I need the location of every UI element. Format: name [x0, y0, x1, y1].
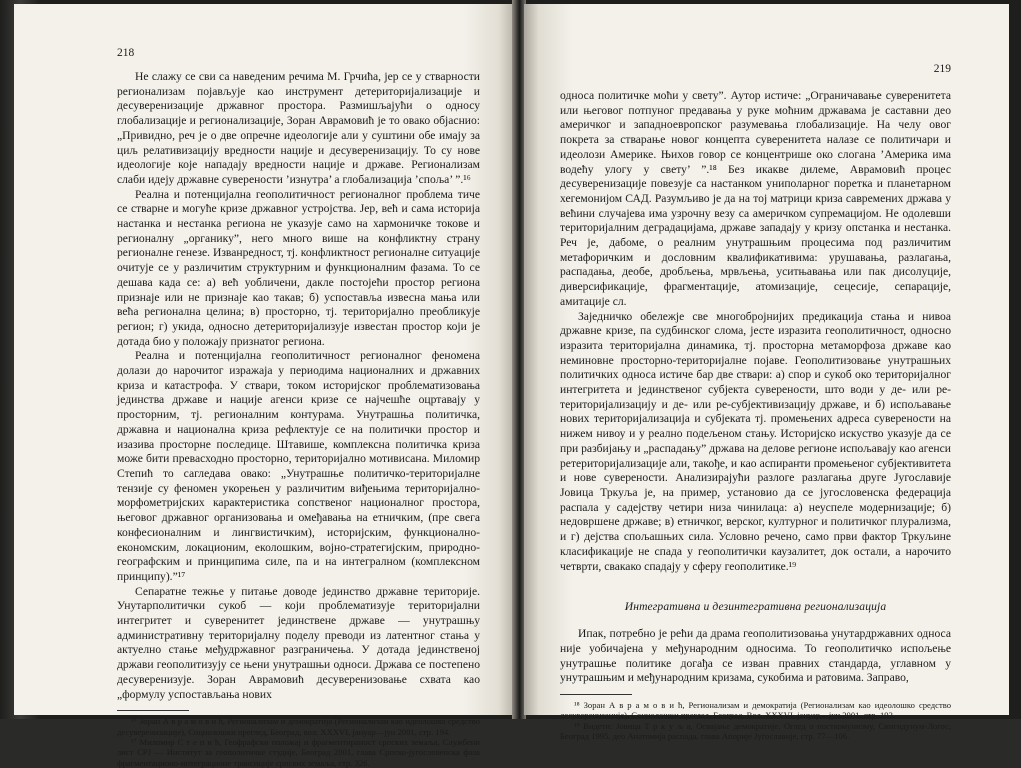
paragraph: Не слажу се сви са наведеним речима М. Грчића, јер се у стварности регионализам појављује као инструмент детериторијализације и десуверенизације државног простора. Размишљајући о односу глобализације и регионализације, Зоран Аврамовић је то овако објаснио: „Привидно, реч је о две опречне идеологије али у суштини обе имају за циљ релативизацију вредности нације и десуверенизацију. То су нове идеологије које нападају вредности нације и државе. Регионализам слаби идеју државне суверености ’изнутра’ а глобализација ’споља’ ”.¹⁶: [117, 70, 480, 186]
footnote: ¹⁶ Зоран А в р а м о в и ћ, Регионализам и демократија (Регионализам као идеолошко средство десуверенизације), Социолошки преглед, Београд, вол. XXXVI, јануар—јун 2001, стр. 194.: [117, 716, 480, 737]
paragraph: Реална и потенцијална геополитичност регионалног проблема тиче се стварне и могуће кризе државног устројства. Јер, већ и сама историја настанка и нестанка региона не указује само на хармоничке токове и регионалну „органику”, него много више на конфликтну страну регионалне генезе. Изванредност, тј. конфликтност регионалне ситуације очитује се у различитим структурним и функционалним фазама. То се дешава када се: а) већ уобличени, дакле постојећи простор региона признаје или не признаје као такав; б) успоставља извесна мања или већа регионална целина; в) просторно, тј. територијално преобликује регион; г) укида, односно детериторијализује известан простор који је дотада био у положају признатог региона.: [117, 187, 480, 348]
right-page: [524, 4, 1009, 742]
paragraph: односа политичке моћи у свету”. Аутор истиче: „Ограничавање суверенитета или његовог потпуног предавања у руке моћним државама је саставни део америчког и западноевропског разумевања глобализације. На челу овог покрета за стварање новог концепта суверенитета налазе се политичари и идеолози Америке. Њихов говор се концентрише око слогана ’Америка има водећу улогу у свету’ ”.¹⁸ Без икакве дилеме, Аврамовић процес десуверенизације повезује са настанком униполарног поретка и планетарном хегемонијом САД. Разумљиво је да на тој матрици криза савремених држава у већини случајева има узрочну везу са америчком супремацијом. Не одолевши територијалним деградацијама, државе западају у кризу опстанка и нестанка. Реч је, дабоме, о реалним унутрашњим процесима под различитим метафоричким и дословним квалификативима: урушавања, разлагања, распадања, деобе, дробљења, мрвљења, уситњавања или пак дисолуције, диверсификације, фрагментације, атомизације, сецесије, сепарације, амитације сл.: [560, 89, 951, 308]
footnote: ¹⁹ Видети: Јовица Т р к у љ а, Освајање демократије. Оглед о посткомунизму, Сингидунум-Логос, Београд 1995, део Анатомија распада, глава Апорије Југославије, стр. 77—106.: [560, 720, 951, 742]
footnotes: [560, 700, 951, 742]
left-page: [14, 4, 514, 768]
page-number: 219: [933, 63, 951, 75]
section-heading: Интегративна и дезинтегративна регионализација: [624, 600, 887, 614]
footnote-divider: [560, 694, 632, 695]
paragraph: Реална и потенцијална геополитичност регионалног феномена долази до нарочитог изражаја у периодима националних и државних криза и катастрофа. У ствари, током историјског проблематизовања јединства државе и нације агенси кризе се најчешће оцртавају у просторним, тј. регионалним контурама. Унутрашња политичка, државна и национална криза рефлектује се на политички простор и изазива просторне последице. Штавише, комплексна политичка криза може бити превасходно просторно, територијално мотивисана. Миломир Степић то сагледава овако: „Унутрашње политичко-територијалне тензије су феномен укорењен у различитим виђењима територијално-морфометријских карактеристика сопственог националног простора, његовог државног организовања и омеђавања на етничким, (пре свега конфесионалним и лингвистичким), историјским, функционално-економским, локационим, еколошким, војно-стратегијским, природно-географским и принципима силе, па и на интегралном (комплексном принципу).”¹⁷: [117, 349, 480, 583]
paragraph: Сепаратне тежње у питање доводе јединство државне територије. Унутарполитички сукоб — који проблематизује територијални интегритет и суверенитет јединствене државе — унутрашњу административну територијалну поделу преводи из латентног стања у актуелно стање међудржавног разграничења. У дотада јединственој држави геополитизују се њени унутрашњи односи. Држава се постепено десуверенизује. Зоран Аврамовић десуверенизовање схвата као „формулу успостављања нових: [117, 584, 480, 701]
paragraph: Заједничко обележје све многобројнијих предикација стања и нивоа државне кризе, па судбинског слома, јесте изразита геополитичност, односно изразита територијална динамика, тј. просторна метаморфоза државе као неминовне просторно-територијалне појаве. Геополитизовање унутрашњих политичких односа истиче бар две ствари: а) спор и сукоб око територијалног интегритета и јединственог субјекта суверености, што води у де- или ре-територијализацију и де- или ре-субјективизацију државе, и б) испољавање нових територијализација и субјеката тј. промењених адреса суверености на нижем нивоу и у реално подељеном стању. Историјско искуство указује да се при разбијању и „распадању” држава на деловe регионе испољавају као агенси ретериторијализације али, такође, и као аспиранти промењеног субјективитета и нове суверености. Анализирајући разлоге разлагања друге Југославије Јовица Тркуља је, на пример, установио да се југословенска федерација распала у садејству четири низа чинилаца: а) неуспеле модернизације; б) недовршене државе; в) етничког, верског, културног и политичког плурализма, и г) дејства спољашњих сила. Условно речено, само први фактор Тркуљине класификације не спада у геополитички каузалитет, док остали, а нарочито четврти, свакако спадају у сферу геополитике.¹⁹: [560, 309, 951, 573]
right-page-body: [560, 89, 951, 686]
left-page-body: [117, 70, 480, 702]
footnote: ¹⁷ Миломир С т е п и ћ, Геофрафски положај и фрагментираност српских земаља, Службени лист СРЈ — Институт за геополитичке студије, Београд 2001, глава Српско-југословенска фаза фрагментационо-интеграционе трансиције српских земаља, стр. 326.: [117, 737, 480, 768]
page-number: 218: [117, 47, 135, 59]
paragraph: Ипак, потребно је рећи да драма геополитизовања унутардржавних односа није уобичајена у међународним односима. То геополитичко испољење унутрашње политике догађа се изван правних стандарда, углавном у унутрашњим и међународним кризама, сукобима и ратовима. Заправо,: [560, 627, 951, 685]
footnote: ¹⁸ Зоран А в р а м о в и ћ, Регионализам и демократија (Регионализам као идеолошко средство десуверенизације), Социолошки преглед, Београд, Вол. XXXVI, јануар—јун 2001, стр. 193.: [560, 700, 951, 721]
footnotes: [117, 716, 480, 768]
footnote-divider: [117, 710, 189, 711]
